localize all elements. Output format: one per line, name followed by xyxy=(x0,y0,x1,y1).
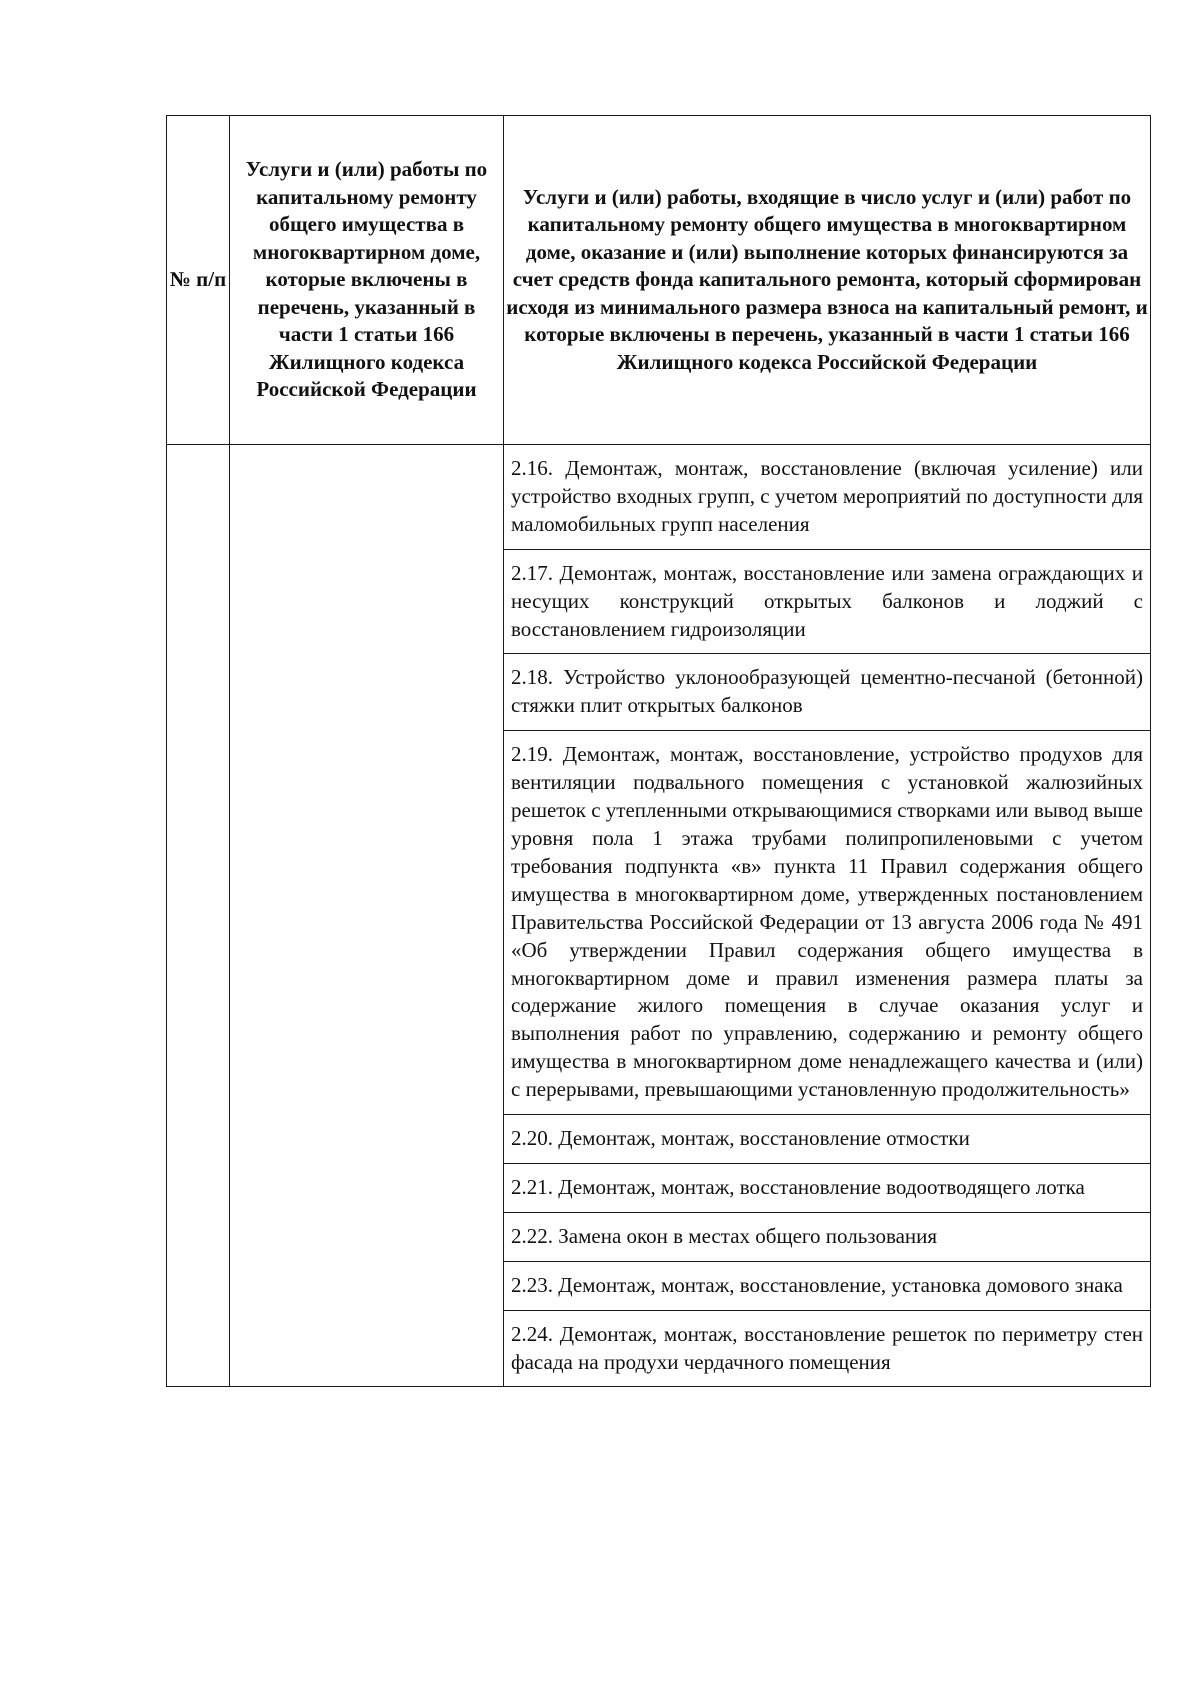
work-item-number: 2.21. xyxy=(511,1174,553,1199)
work-item-2-24 xyxy=(504,1311,1150,1387)
work-item-text: Демонтаж, монтаж, восстановление, установка домового знака xyxy=(558,1272,1123,1297)
work-item-text: Демонтаж, монтаж, восстановление решеток по периметру стен фасада на продухи чердачного помещения xyxy=(511,1321,1143,1374)
header-work: Услуги и (или) работы, входящие в число услуг и (или) работ по капитальному ремонту общего имущества в многоквартирном доме, оказание и (или) выполнение которых финансируются за счет средств фонда капитального ремонта, который сформирован исходя из минимального размера взноса на капитальный ремонт, и которые включены в перечень, указанный в части 1 статьи 166 Жилищного кодекса Российской Федерации xyxy=(504,116,1151,445)
table-row xyxy=(167,445,1151,1387)
work-item-2-23 xyxy=(504,1262,1150,1311)
work-item-2-16 xyxy=(504,445,1150,550)
work-item-2-21 xyxy=(504,1164,1150,1213)
work-item-2-19 xyxy=(504,731,1150,1115)
work-item-number: 2.22. xyxy=(511,1223,553,1248)
work-item-2-20 xyxy=(504,1115,1150,1164)
table-header-row xyxy=(167,116,1151,445)
work-item-2-17 xyxy=(504,550,1150,655)
work-item-2-22 xyxy=(504,1213,1150,1262)
work-item-text: Демонтаж, монтаж, восстановление, устройство продухов для вентиляции подвального помещения с установкой жалюзийных решеток с утепленными открывающимися створками или вывод выше уровня пола 1 этажа трубами полипропиленовыми с учетом требования подпункта «в» пункта 11 Правил содержания общего имущества в многоквартирном доме, утвержденных постановлением Правительства Российской Федерации от 13 августа 2006 года № 491 «Об утверждении Правил содержания общего имущества в многоквартирном доме и правил изменения размера платы за содержание жилого помещения в случае оказания услуг и выполнения работ по управлению, содержанию и ремонту общего имущества в многоквартирном доме ненадлежащего качества и (или) с перерывами, превышающими установленную продолжительность» xyxy=(511,742,1143,1102)
work-item-number: 2.18. xyxy=(511,665,553,690)
work-item-text: Замена окон в местах общего пользования xyxy=(558,1223,938,1248)
work-item-number: 2.20. xyxy=(511,1126,553,1151)
work-item-number: 2.23. xyxy=(511,1272,553,1297)
work-item-number: 2.17. xyxy=(511,560,553,585)
work-item-text: Демонтаж, монтаж, восстановление отмостки xyxy=(558,1126,970,1151)
work-item-text: Устройство уклонообразующей цементно-песчаной (бетонной) стяжки плит открытых балконов xyxy=(511,665,1144,718)
header-number: № п/п xyxy=(167,116,230,445)
work-item-2-18 xyxy=(504,654,1150,731)
row-work-items-cell xyxy=(504,445,1151,1387)
capital-repair-table xyxy=(166,115,1151,1387)
work-item-text: Демонтаж, монтаж, восстановление водоотводящего лотка xyxy=(558,1174,1085,1199)
work-item-text: Демонтаж, монтаж, восстановление (включая усиление) или устройство входных групп, с учетом мероприятий по доступности для маломобильных групп населения xyxy=(511,456,1143,536)
row-number-cell xyxy=(167,445,230,1387)
header-service: Услуги и (или) работы по капитальному ремонту общего имущества в многоквартирном доме, которые включены в перечень, указанный в части 1 статьи 166 Жилищного кодекса Российской Федерации xyxy=(230,116,504,445)
work-item-number: 2.24. xyxy=(511,1321,553,1346)
work-item-text: Демонтаж, монтаж, восстановление или замена ограждающих и несущих конструкций открытых балконов и лоджий с восстановлением гидроизоляции xyxy=(511,560,1143,641)
row-service-cell xyxy=(230,445,504,1387)
work-item-number: 2.19. xyxy=(511,742,553,767)
work-item-number: 2.16. xyxy=(511,456,553,480)
